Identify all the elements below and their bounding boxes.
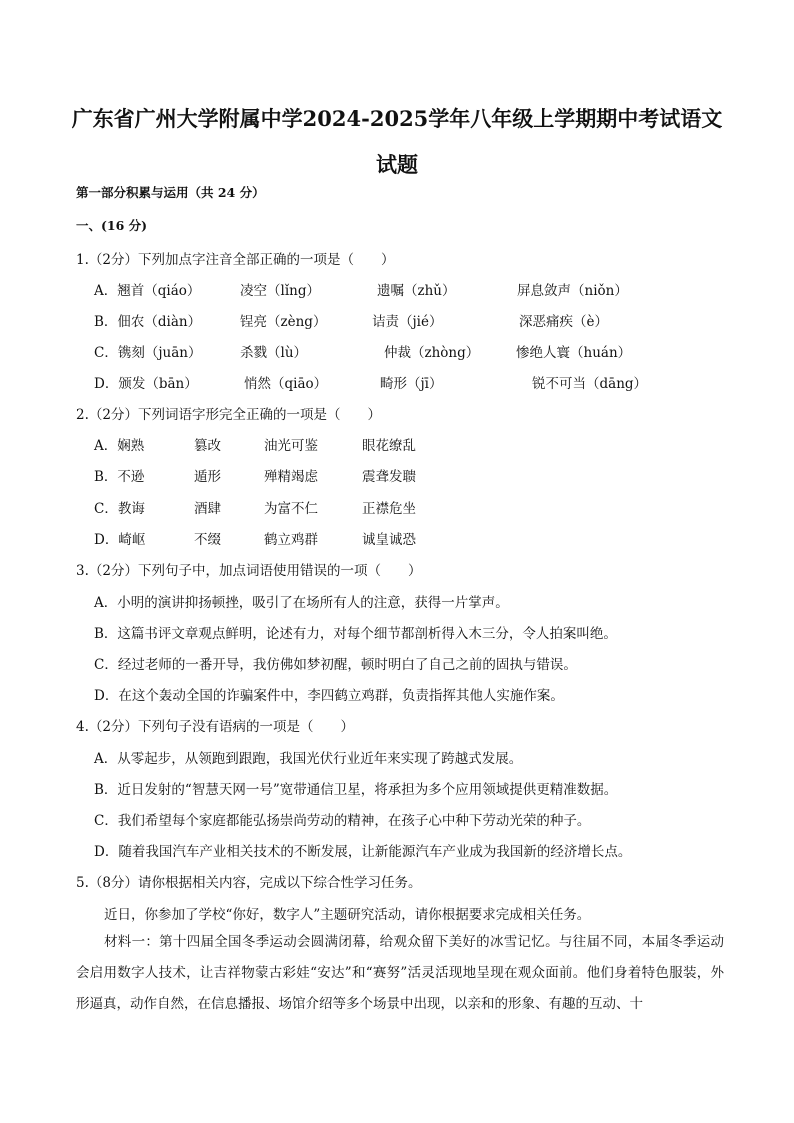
q3-option-a: A．小明的演讲抑扬顿挫，吸引了在场所有人的注意，获得一片掌声。 <box>94 595 509 611</box>
q5-stem: 5.（8分）请你根据相关内容，完成以下综合性学习任务。 <box>76 875 422 891</box>
q1-option-b-item-2: 锃亮（zèng） <box>240 314 327 330</box>
q3-option-d: D．在这个轰动全国的诈骗案件中，李四鹤立鸡群，负责指挥其他人实施作案。 <box>94 688 564 704</box>
q4-option-d: D．随着我国汽车产业相关技术的不断发展，让新能源汽车产业成为我国新的经济增长点。 <box>94 844 632 860</box>
q2-option-b-item-1: B．不逊 <box>94 469 145 485</box>
q5-material1: 材料一：第十四届全国冬季运动会圆满闭幕，给观众留下美好的冰雪记忆。与往届不同，本届冬季运动会启用数字人技术，让吉祥物蒙古彩娃“安达”和“赛努”活灵活现地呈现在观众面前。他们身着特色服装，外形逼真，动作自然，在信息播报、场馆介绍等多个场景中出现，以亲和的形象、有趣的互动、十 <box>76 934 724 1012</box>
q1-option-c-item-2: 杀戮（lù） <box>240 345 308 361</box>
q3-option-c: C．经过老师的一番开导，我仿佛如梦初醒，顿时明白了自己之前的固执与错误。 <box>94 657 577 673</box>
q2-option-a-item-4: 眼花缭乱 <box>362 438 416 454</box>
q4-option-c: C．我们希望每个家庭都能弘扬崇尚劳动的精神，在孩子心中种下劳动光荣的种子。 <box>94 813 591 829</box>
q1-option-b-item-4: 深恶痛疾（è） <box>519 314 608 330</box>
q1-stem: 1.（2分）下列加点字注音全部正确的一项是（ ） <box>76 252 395 268</box>
document-title <box>60 96 734 188</box>
q1-option-a-item-4: 屏息敛声（niǒn） <box>517 283 628 299</box>
q2-option-d-item-3: 鹤立鸡群 <box>264 532 318 548</box>
title-line-2: 试题 <box>376 152 418 177</box>
q2-option-d-item-4: 诚皇诚恐 <box>362 532 416 548</box>
q1-option-a-item-2: 凌空（lǐng） <box>240 283 320 299</box>
q1-option-c-item-1: C．镌刻（juān） <box>94 345 202 361</box>
q2-option-d-item-2: 不缀 <box>194 532 221 548</box>
q2-stem: 2.（2分）下列词语字形完全正确的一项是（ ） <box>76 407 381 423</box>
q2-option-c-item-2: 酒肆 <box>194 501 221 517</box>
q2-option-c-item-4: 正襟危坐 <box>362 501 416 517</box>
q1-option-a-item-1: A．翘首（qiáo） <box>94 283 201 299</box>
q1-option-c-item-3: 仲裁（zhòng） <box>384 345 480 361</box>
q1-option-d-item-3: 畸形（jī） <box>380 376 443 392</box>
q2-option-a-item-3: 油光可鉴 <box>264 438 318 454</box>
q1-option-d-item-2: 悄然（qiāo） <box>244 376 328 392</box>
title-line-1: 广东省广州大学附属中学2024-2025学年八年级上学期期中考试语文 <box>71 106 723 131</box>
q4-stem: 4.（2分）下列句子没有语病的一项是（ ） <box>76 719 354 735</box>
q2-option-c-item-1: C．教诲 <box>94 501 145 517</box>
q5-intro: 近日，你参加了学校“你好，数字人”主题研究活动，请你根据要求完成相关任务。 <box>104 907 591 923</box>
part1-heading: 第一部分积累与运用（共 24 分） <box>76 185 265 200</box>
q2-option-b-item-2: 遁形 <box>194 469 221 485</box>
q1-option-d-item-4: 锐不可当（dāng） <box>532 376 648 392</box>
q2-option-a-item-2: 篡改 <box>194 438 221 454</box>
q1-option-d-item-1: D．颁发（bān） <box>94 376 198 392</box>
q1-option-a-item-3: 遗嘱（zhǔ） <box>377 283 456 299</box>
q3-stem: 3.（2分）下列句子中，加点词语使用错误的一项（ ） <box>76 563 422 579</box>
q2-option-a-item-1: A．娴熟 <box>94 438 145 454</box>
q1-option-b-item-3: 诘责（jié） <box>372 314 443 330</box>
q2-option-b-item-3: 殚精竭虑 <box>264 469 318 485</box>
q1-option-c-item-4: 惨绝人寰（huán） <box>516 345 632 361</box>
q2-option-c-item-3: 为富不仁 <box>264 501 318 517</box>
q2-option-b-item-4: 震聋发聩 <box>362 469 416 485</box>
section1-heading: 一、(16 分) <box>76 218 148 233</box>
q2-option-d-item-1: D．崎岖 <box>94 532 146 548</box>
q4-option-b: B．近日发射的“智慧天网一号”宽带通信卫星，将承担为多个应用领域提供更精准数据。 <box>94 782 618 798</box>
q3-option-b: B．这篇书评文章观点鲜明，论述有力，对每个细节都剖析得入木三分，令人拍案叫绝。 <box>94 626 617 642</box>
q1-option-b-item-1: B．佃农（diàn） <box>94 314 202 330</box>
q4-option-a: A．从零起步，从领跑到跟跑，我国光伏行业近年来实现了跨越式发展。 <box>94 751 523 767</box>
